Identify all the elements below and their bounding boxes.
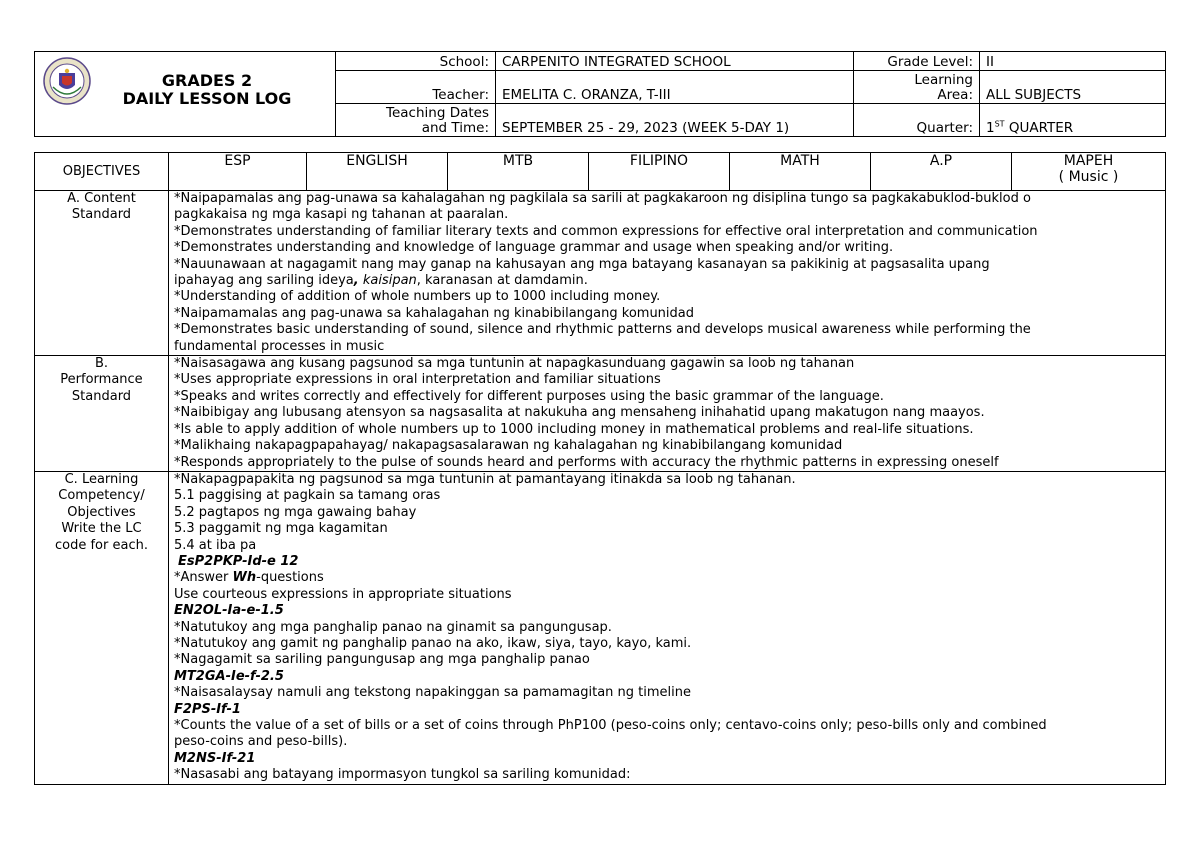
column-header-objectives: OBJECTIVES bbox=[35, 153, 169, 191]
school-value: CARPENITO INTEGRATED SCHOOL bbox=[496, 52, 854, 71]
text-line: *Nakapagpapakita ng pagsunod sa mga tuntunin at pamantayang itinakda sa loob ng tahanan. bbox=[174, 471, 796, 487]
text-line: *Nagagamit sa sariling pangungusap ang mga panghalip panao bbox=[174, 652, 590, 668]
text-line: Use courteous expressions in appropriate situations bbox=[174, 586, 512, 602]
header-table bbox=[34, 51, 1166, 137]
text-line: *Demonstrates understanding and knowledge of language grammar and usage when speaking and/or writing. bbox=[174, 240, 894, 256]
text-line bbox=[174, 273, 1160, 289]
column-header-math: MATH bbox=[730, 153, 871, 191]
teacher-value: EMELITA C. ORANZA, T-III bbox=[496, 71, 854, 104]
deped-seal-icon bbox=[43, 57, 91, 105]
text-line: *Malikhaing nakapagpapahayag/ nakapagsasalarawan ng kahalagahan ng kinabibilangang komunidad bbox=[174, 438, 843, 454]
column-header-esp: ESP bbox=[169, 153, 307, 191]
teaching-dates-label-line-2: and Time: bbox=[421, 120, 489, 136]
grade-level-value: II bbox=[980, 52, 1166, 71]
document-title bbox=[97, 72, 317, 108]
text-line: *Uses appropriate expressions in oral interpretation and familiar situations bbox=[174, 372, 661, 388]
text-line: *Responds appropriately to the pulse of sounds heard and performs with accuracy the rhythmic patterns in expressing oneself bbox=[174, 454, 999, 470]
text-line: *Naipapamalas ang pag-unawa sa kahalagahan ng pagkilala sa sarili at pagkakaroon ng disiplina tungo sa pagkakabuklod-buklod o bbox=[174, 191, 1031, 206]
text-run: *Answer bbox=[174, 570, 233, 586]
text-line bbox=[174, 570, 1160, 586]
text-run: ipahayag ang sariling ideya bbox=[174, 273, 354, 289]
row-performance-standard bbox=[35, 356, 1166, 472]
row-label-line: Standard bbox=[71, 388, 132, 404]
teaching-dates-label bbox=[336, 104, 496, 137]
row-label-learning-competency bbox=[35, 471, 169, 784]
column-header-ap: A.P bbox=[871, 153, 1012, 191]
performance-standard-text bbox=[169, 356, 1166, 472]
learning-competency-text bbox=[169, 471, 1166, 784]
text-line: *Natutukoy ang mga panghalip panao na ginamit sa pangungusap. bbox=[174, 619, 612, 635]
lc-code-filipino: F2PS-If-1 bbox=[174, 701, 241, 717]
quarter-suffix: QUARTER bbox=[1004, 120, 1074, 136]
text-run-italic: kaisipan bbox=[362, 273, 417, 289]
row-label-line: Standard bbox=[71, 207, 132, 223]
row-label-line: B. bbox=[94, 356, 109, 372]
row-label-line: A. Content bbox=[67, 191, 136, 206]
row-content-standard bbox=[35, 191, 1166, 356]
text-line: pagkakaisa ng mga kasapi ng tahanan at paaralan. bbox=[174, 207, 509, 223]
text-line: *Understanding of addition of whole numbers up to 1000 including money. bbox=[174, 289, 661, 305]
text-line: *Naibibigay ang lubusang atensyon sa nagsasalita at nakukuha ang mensaheng inihahatid upang makatugon nang maayos. bbox=[174, 405, 985, 421]
row-label-line: C. Learning bbox=[64, 471, 139, 487]
text-line: peso-coins and peso-bills). bbox=[174, 734, 348, 750]
lesson-log-table bbox=[34, 152, 1166, 785]
school-label: School: bbox=[336, 52, 496, 71]
header-logo-cell bbox=[35, 52, 336, 137]
row-label-content-standard bbox=[35, 191, 169, 356]
grade-level-label: Grade Level: bbox=[854, 52, 980, 71]
column-header-filipino: FILIPINO bbox=[589, 153, 730, 191]
learning-area-label-line-2: Area: bbox=[937, 87, 973, 103]
row-label-line: Objectives bbox=[67, 504, 136, 520]
text-line: fundamental processes in music bbox=[174, 338, 385, 354]
text-run: -questions bbox=[256, 570, 324, 586]
lc-code-english: EN2OL-Ia-e-1.5 bbox=[174, 603, 284, 619]
column-header-english: ENGLISH bbox=[307, 153, 448, 191]
column-header-mapeh bbox=[1012, 153, 1166, 191]
text-run-bold-italic: Wh bbox=[232, 570, 257, 586]
text-line: *Naisasalaysay namuli ang tekstong napakinggan sa pamamagitan ng timeline bbox=[174, 685, 691, 701]
text-line: *Naipamamalas ang pag-unawa sa kahalagahan ng kinabibilangang komunidad bbox=[174, 305, 695, 321]
text-line: 5.4 at iba pa bbox=[174, 537, 257, 553]
row-label-line: Write the LC bbox=[61, 521, 142, 537]
lc-code-mtb: MT2GA-Ie-f-2.5 bbox=[174, 668, 284, 684]
row-learning-competency bbox=[35, 471, 1166, 784]
lc-code-math: M2NS-If-21 bbox=[174, 750, 256, 766]
column-header-mtb: MTB bbox=[448, 153, 589, 191]
row-label-performance-standard bbox=[35, 356, 169, 472]
learning-area-label bbox=[854, 71, 980, 104]
text-line: *Is able to apply addition of whole numbers up to 1000 including money in mathematical problems and real-life situations. bbox=[174, 421, 974, 437]
text-line: *Counts the value of a set of bills or a set of coins through PhP100 (peso-coins only; centavo-coins only; peso-bills only and combined bbox=[174, 718, 1047, 733]
content-standard-text bbox=[169, 191, 1166, 356]
text-line: *Demonstrates understanding of familiar literary texts and common expressions for effective oral interpretation and communication bbox=[174, 223, 1038, 239]
text-line: *Speaks and writes correctly and effectively for different purposes using the basic grammar of the language. bbox=[174, 388, 884, 404]
text-line: 5.2 pagtapos ng mga gawaing bahay bbox=[174, 504, 417, 520]
text-line: *Nasasabi ang batayang impormasyon tungkol sa sariling komunidad: bbox=[174, 767, 631, 783]
learning-area-label-line-1: Learning bbox=[914, 72, 973, 88]
text-line: 5.1 paggising at pagkain sa tamang oras bbox=[174, 488, 441, 504]
column-header-mapeh-line-1: MAPEH bbox=[1063, 153, 1114, 169]
teacher-label: Teacher: bbox=[336, 71, 496, 104]
text-line: *Demonstrates basic understanding of sound, silence and rhythmic patterns and develops musical awareness while performing the bbox=[174, 322, 1031, 338]
teaching-dates-value: SEPTEMBER 25 - 29, 2023 (WEEK 5-DAY 1) bbox=[496, 104, 854, 137]
row-label-line: Competency/ bbox=[58, 488, 145, 504]
lc-code-esp: EsP2PKP-Id-e 12 bbox=[178, 553, 299, 569]
quarter-number: 1 bbox=[986, 120, 995, 136]
text-run-bold: , bbox=[353, 273, 359, 289]
text-line: 5.3 paggamit ng mga kagamitan bbox=[174, 521, 388, 537]
text-line: *Naisasagawa ang kusang pagsunod sa mga tuntunin at napagkasunduang gagawin sa loob ng tahanan bbox=[174, 356, 855, 372]
text-run: , karanasan at damdamin. bbox=[416, 273, 588, 289]
row-label-line: Performance bbox=[60, 372, 143, 388]
quarter-label: Quarter: bbox=[854, 104, 980, 137]
title-line-2: DAILY LESSON LOG bbox=[122, 89, 292, 108]
teaching-dates-label-line-1: Teaching Dates bbox=[386, 105, 489, 121]
learning-area-value: ALL SUBJECTS bbox=[980, 71, 1166, 104]
column-header-mapeh-line-2: ( Music ) bbox=[1058, 169, 1119, 185]
text-line: *Natutukoy ang gamit ng panghalip panao na ako, ikaw, siya, tayo, kayo, kami. bbox=[174, 635, 692, 651]
quarter-superscript: ST bbox=[994, 119, 1005, 129]
quarter-value bbox=[980, 104, 1166, 137]
row-label-line: code for each. bbox=[55, 537, 148, 553]
text-line: *Nauunawaan at nagagamit nang may ganap na kahusayan ang mga batayang kasanayan sa pakikinig at pagsasalita upang bbox=[174, 256, 990, 272]
title-line-1: GRADES 2 bbox=[161, 71, 253, 90]
